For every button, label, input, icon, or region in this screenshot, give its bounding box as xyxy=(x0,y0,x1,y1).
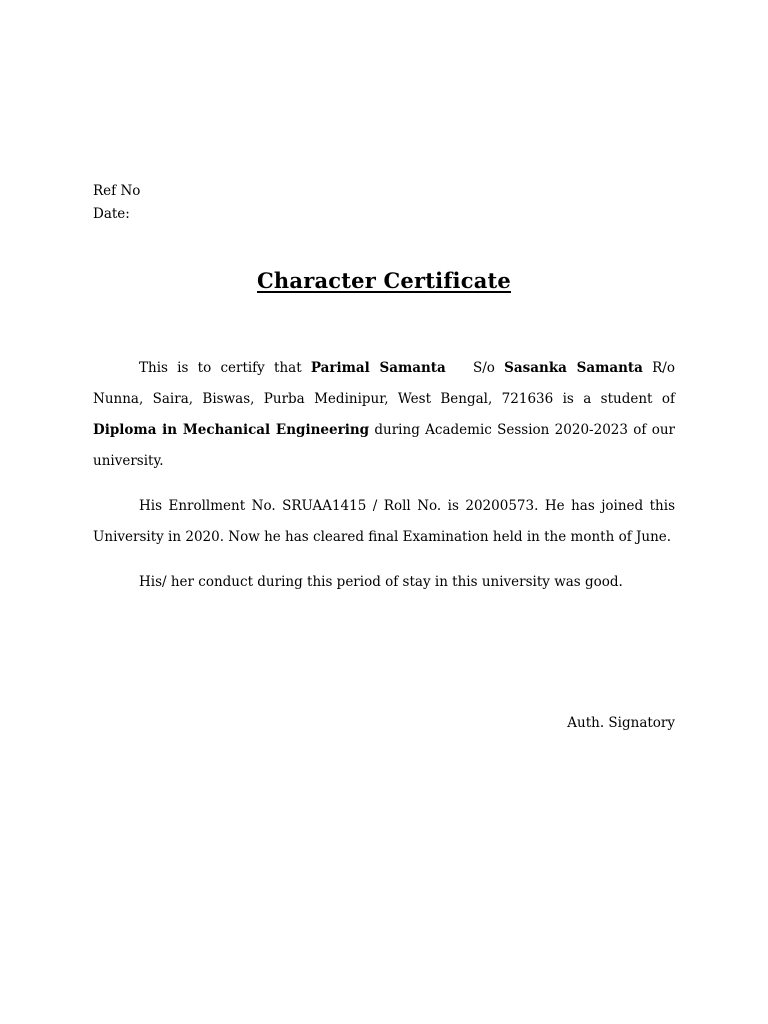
paragraph-conduct: His/ her conduct during this period of stay in this university was good. xyxy=(139,574,623,590)
certificate-body xyxy=(93,353,675,598)
authorized-signatory: Auth. Signatory xyxy=(567,715,675,731)
program-name: Diploma in Mechanical Engineering xyxy=(93,422,370,438)
paragraph-enrollment: His Enrollment No. SRUAA1415 / Roll No. is 20200573. He has joined this University in 2020. Now he has cleared final Examination held in the month of June. xyxy=(93,498,675,545)
ref-no-label: Ref No xyxy=(93,183,141,199)
address-text: R/o Nunna, Saira, Biswas, Purba Medinipur, West Bengal, 721636 is a student of xyxy=(93,360,675,407)
session-text: during Academic Session 2020-2023 of our university. xyxy=(93,422,675,469)
father-name: Sasanka Samanta xyxy=(504,360,643,376)
intro-text: This is to certify that xyxy=(139,360,311,376)
student-name: Parimal Samanta xyxy=(310,360,446,376)
reference-block xyxy=(93,180,140,226)
relation-text: S/o xyxy=(463,360,505,376)
certificate-title: Character Certificate xyxy=(257,268,511,293)
date-label: Date: xyxy=(93,206,130,222)
paragraph-certification xyxy=(93,353,675,477)
